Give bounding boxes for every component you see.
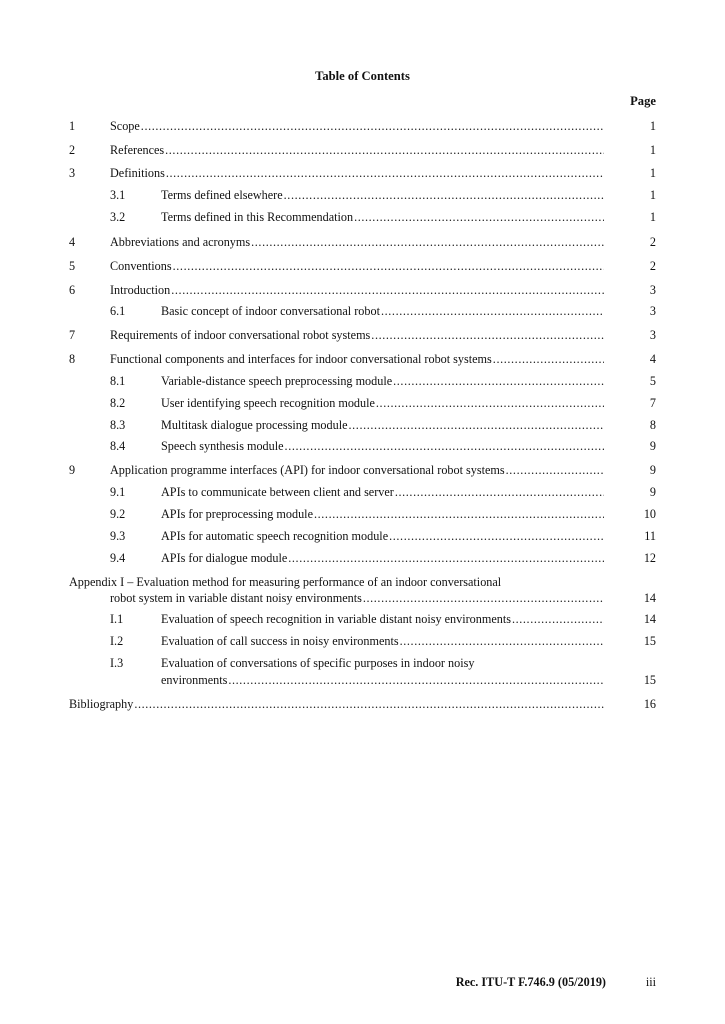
toc-entry-page: 8 (649, 418, 656, 432)
toc-entry-leader (161, 303, 604, 319)
toc-entry-leader (161, 438, 604, 454)
toc-entry-title: Definitions (110, 166, 165, 180)
dot-leader (353, 209, 604, 225)
toc-entry-number: 8 (69, 352, 76, 366)
toc-entry-number: 8.2 (110, 396, 126, 410)
toc-entry-leader (161, 633, 604, 649)
toc-entry-leader (161, 672, 604, 688)
dot-leader (362, 590, 604, 606)
toc-entry-i-1[interactable] (0, 611, 725, 627)
toc-entry-title: APIs to communicate between client and server (161, 485, 394, 499)
toc-entry-page: 9 (649, 463, 656, 477)
dot-leader (511, 611, 604, 627)
dot-leader (492, 351, 604, 367)
toc-entry-9-1[interactable] (0, 484, 725, 500)
toc-entry-page: 3 (649, 304, 656, 318)
toc-entry-title-line2: robot system in variable distant noisy environments (110, 591, 362, 605)
toc-entry-page: 11 (644, 529, 656, 543)
toc-entry-title: Functional components and interfaces for indoor conversational robot systems (110, 352, 492, 366)
dot-leader (227, 672, 604, 688)
toc-entry-leader (110, 351, 604, 367)
toc-entry-appendix-i-cont[interactable] (0, 590, 725, 606)
toc-entry-appendix-i[interactable] (0, 574, 725, 590)
toc-entry-number: 3 (69, 166, 76, 180)
toc-entry-title: APIs for dialogue module (161, 551, 288, 565)
toc-entry-number: 2 (69, 143, 76, 157)
toc-entry-leader (110, 327, 604, 343)
toc-entry-page: 5 (649, 374, 656, 388)
toc-entry-2[interactable] (0, 142, 725, 158)
toc-entry-9[interactable] (0, 462, 725, 478)
toc-entry-leader (161, 417, 604, 433)
toc-entry-leader (161, 528, 604, 544)
toc-entry-4[interactable] (0, 234, 725, 250)
toc-entry-leader (110, 234, 604, 250)
toc-entry-8[interactable] (0, 351, 725, 367)
toc-entry-page: 14 (643, 612, 656, 626)
dot-leader (399, 633, 604, 649)
toc-entry-title: Evaluation of call success in noisy environments (161, 634, 399, 648)
toc-entry-number: 6 (69, 283, 76, 297)
toc-entry-page: 14 (643, 591, 656, 605)
toc-entry-8-4[interactable] (0, 438, 725, 454)
toc-entry-i-3[interactable] (0, 655, 725, 671)
toc-entry-leader (110, 142, 604, 158)
toc-entry-8-1[interactable] (0, 373, 725, 389)
toc-entry-leader (110, 282, 604, 298)
toc-entry-5[interactable] (0, 258, 725, 274)
toc-entry-number: 1 (69, 119, 76, 133)
toc-entry-leader (161, 506, 604, 522)
toc-entry-title: Multitask dialogue processing module (161, 418, 348, 432)
toc-entry-leader (161, 611, 604, 627)
toc-entry-number: 3.2 (110, 210, 126, 224)
toc-entry-title: Conventions (110, 259, 172, 273)
toc-entry-title: APIs for preprocessing module (161, 507, 313, 521)
toc-entry-9-2[interactable] (0, 506, 725, 522)
toc-entry-leader (161, 395, 604, 411)
toc-entry-page: 2 (649, 259, 656, 273)
toc-entry-title: Evaluation of speech recognition in variable distant noisy environments (161, 612, 511, 626)
toc-entry-leader (161, 187, 604, 203)
dot-leader (170, 282, 604, 298)
toc-entry-title-line1: Appendix I – Evaluation method for measuring performance of an indoor conversational (69, 575, 502, 589)
toc-entry-6[interactable] (0, 282, 725, 298)
toc-entry-leader (161, 209, 604, 225)
toc-entry-3-1[interactable] (0, 187, 725, 203)
toc-entry-number: 9 (69, 463, 76, 477)
toc-entry-page: 3 (649, 328, 656, 342)
toc-entry-leader (110, 258, 604, 274)
toc-entry-number: 9.3 (110, 529, 126, 543)
toc-entry-leader (110, 462, 604, 478)
toc-entry-number: 4 (69, 235, 76, 249)
toc-entry-bibliography[interactable] (0, 696, 725, 712)
dot-leader (505, 462, 604, 478)
toc-entry-title: Abbreviations and acronyms (110, 235, 251, 249)
toc-title: Table of Contents (315, 69, 410, 83)
toc-entry-page: 9 (649, 439, 656, 453)
toc-entry-number: 6.1 (110, 304, 126, 318)
toc-entry-title: Terms defined elsewhere (161, 188, 283, 202)
dot-leader (380, 303, 604, 319)
dot-leader (164, 142, 604, 158)
toc-entry-3-2[interactable] (0, 209, 725, 225)
dot-leader (287, 550, 604, 566)
toc-entry-leader (161, 373, 604, 389)
toc-entry-i-2[interactable] (0, 633, 725, 649)
toc-entry-number: I.2 (110, 634, 124, 648)
dot-leader (370, 327, 604, 343)
toc-entry-title-line2: environments (161, 673, 228, 687)
dot-leader (284, 438, 604, 454)
toc-entry-number: I.3 (110, 656, 124, 670)
toc-entry-number: 5 (69, 259, 76, 273)
toc-entry-page: 7 (649, 396, 656, 410)
dot-leader (250, 234, 604, 250)
toc-entry-title: References (110, 143, 165, 157)
page-footer (0, 974, 725, 990)
toc-entry-page: 1 (649, 143, 656, 157)
dot-leader (283, 187, 604, 203)
toc-entry-page: 1 (649, 119, 656, 133)
dot-leader (388, 528, 604, 544)
dot-leader (392, 373, 604, 389)
toc-entry-number: 9.1 (110, 485, 126, 499)
toc-entry-number: 9.4 (110, 551, 126, 565)
dot-leader (172, 258, 604, 274)
toc-entry-leader (110, 590, 604, 606)
toc-entry-i-3-cont[interactable] (0, 672, 725, 688)
toc-entry-number: 9.2 (110, 507, 126, 521)
dot-leader (165, 165, 604, 181)
toc-entry-leader (110, 165, 604, 181)
toc-entry-number: 8.3 (110, 418, 126, 432)
toc-entry-page: 15 (643, 673, 656, 687)
toc-entry-page: 1 (649, 166, 656, 180)
dot-leader (313, 506, 604, 522)
toc-entry-number: I.1 (110, 612, 124, 626)
toc-entry-number: 3.1 (110, 188, 126, 202)
toc-entry-title: Terms defined in this Recommendation (161, 210, 354, 224)
dot-leader (348, 417, 604, 433)
toc-entry-page: 2 (649, 235, 656, 249)
toc-entry-leader (161, 550, 604, 566)
toc-entry-title-line1: Evaluation of conversations of specific purposes in indoor noisy (161, 656, 475, 670)
toc-entry-9-3[interactable] (0, 528, 725, 544)
toc-entry-page: 9 (649, 485, 656, 499)
toc-entry-page: 10 (643, 507, 656, 521)
toc-entry-title: Variable-distance speech preprocessing module (161, 374, 393, 388)
toc-entry-title: APIs for automatic speech recognition module (161, 529, 389, 543)
toc-entry-8-2[interactable] (0, 395, 725, 411)
recommendation-reference: Rec. ITU-T F.746.9 (05/2019) (455, 975, 606, 989)
toc-entry-page: 4 (649, 352, 656, 366)
toc-entry-7[interactable] (0, 327, 725, 343)
toc-entry-1[interactable] (0, 118, 725, 134)
toc-entry-title: Requirements of indoor conversational robot systems (110, 328, 371, 342)
dot-leader (140, 118, 604, 134)
toc-entry-page: 1 (649, 188, 656, 202)
toc-entry-number: 8.4 (110, 439, 126, 453)
toc-entry-title: Basic concept of indoor conversational robot (161, 304, 380, 318)
toc-entry-number: 8.1 (110, 374, 126, 388)
dot-leader (394, 484, 604, 500)
toc-entry-6-1[interactable] (0, 303, 725, 319)
dot-leader (375, 395, 604, 411)
toc-entry-leader (161, 484, 604, 500)
toc-entry-leader (110, 118, 604, 134)
toc-entry-8-3[interactable] (0, 417, 725, 433)
toc-entry-3[interactable] (0, 165, 725, 181)
toc-entry-title: Introduction (110, 283, 171, 297)
toc-entry-title: Application programme interfaces (API) for indoor conversational robot systems (110, 463, 505, 477)
toc-entry-number: 7 (69, 328, 76, 342)
toc-entry-title: Bibliography (69, 697, 134, 711)
toc-entry-page: 1 (649, 210, 656, 224)
toc-entry-page: 12 (643, 551, 656, 565)
toc-entry-title: Scope (110, 119, 140, 133)
toc-entry-title: User identifying speech recognition module (161, 396, 375, 410)
toc-entry-leader (69, 696, 604, 712)
toc-entry-title: Speech synthesis module (161, 439, 284, 453)
page-number: iii (645, 975, 656, 989)
toc-entry-page: 16 (643, 697, 656, 711)
toc-entry-page: 15 (643, 634, 656, 648)
dot-leader (133, 696, 604, 712)
page-column-header: Page (630, 94, 656, 108)
toc-entry-9-4[interactable] (0, 550, 725, 566)
toc-entry-page: 3 (649, 283, 656, 297)
